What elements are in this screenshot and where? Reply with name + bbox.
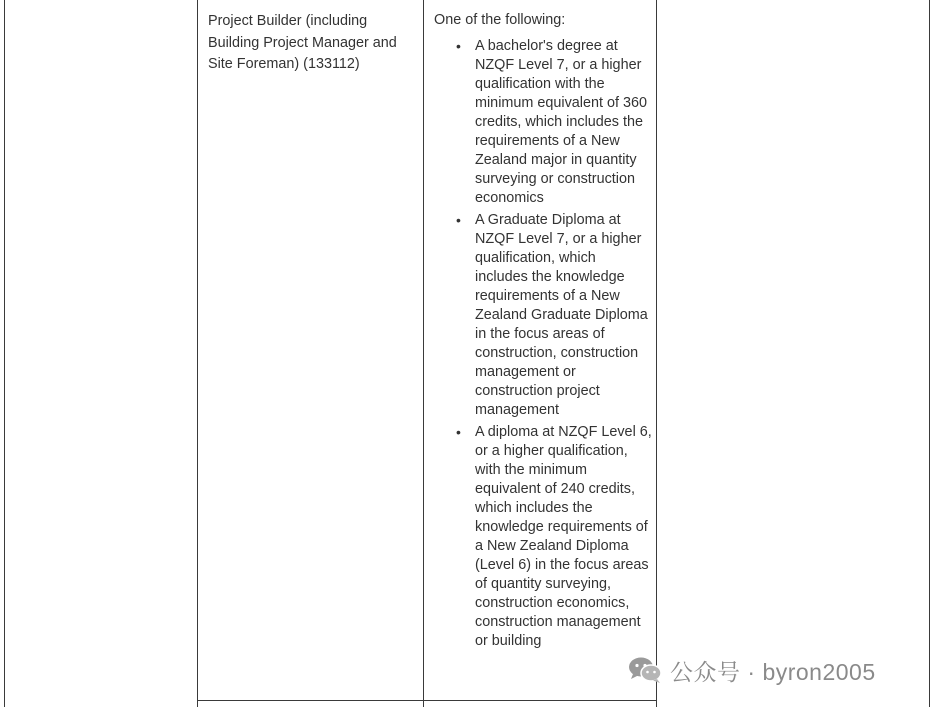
bullet-icon: • [456,212,461,228]
bullet-icon: • [456,38,461,54]
qualification-list [434,37,652,654]
list-item [434,211,652,420]
bullet-icon: • [456,424,461,440]
list-item [434,37,652,208]
table-border-right [929,0,930,707]
qualification-text: A diploma at NZQF Level 6, or a higher qualification, with the minimum equivalent of 240 credits, which includes the knowledge requirements of a New Zealand Diploma (Level 6) in the focus areas of quantity surveying, construction economics, construction management or building [475,424,652,649]
table-border-col3 [656,0,657,707]
qualification-text: A Graduate Diploma at NZQF Level 7, or a higher qualification, which includes the knowledge requirements of a New Zealand Graduate Diploma in the focus areas of construction, construction management or construction project management [475,212,648,418]
qualification-intro: One of the following: [434,12,566,28]
watermark [628,654,876,686]
wechat-icon [628,656,662,684]
table-border-col1 [197,0,198,707]
table-row-divider [197,700,657,701]
table-border-col2 [423,0,424,707]
qualification-text: A bachelor's degree at NZQF Level 7, or a higher qualification with the minimum equivalent of 360 credits, which includes the requirements of a New Zealand major in quantity surveying or construction economics [475,38,647,206]
table-border-left [4,0,5,707]
occupation-cell: Project Builder (including Building Project Manager and Site Foreman) (133112) [208,13,397,72]
list-item [434,423,652,651]
watermark-text: 公众号 · byron2005 [670,658,876,685]
